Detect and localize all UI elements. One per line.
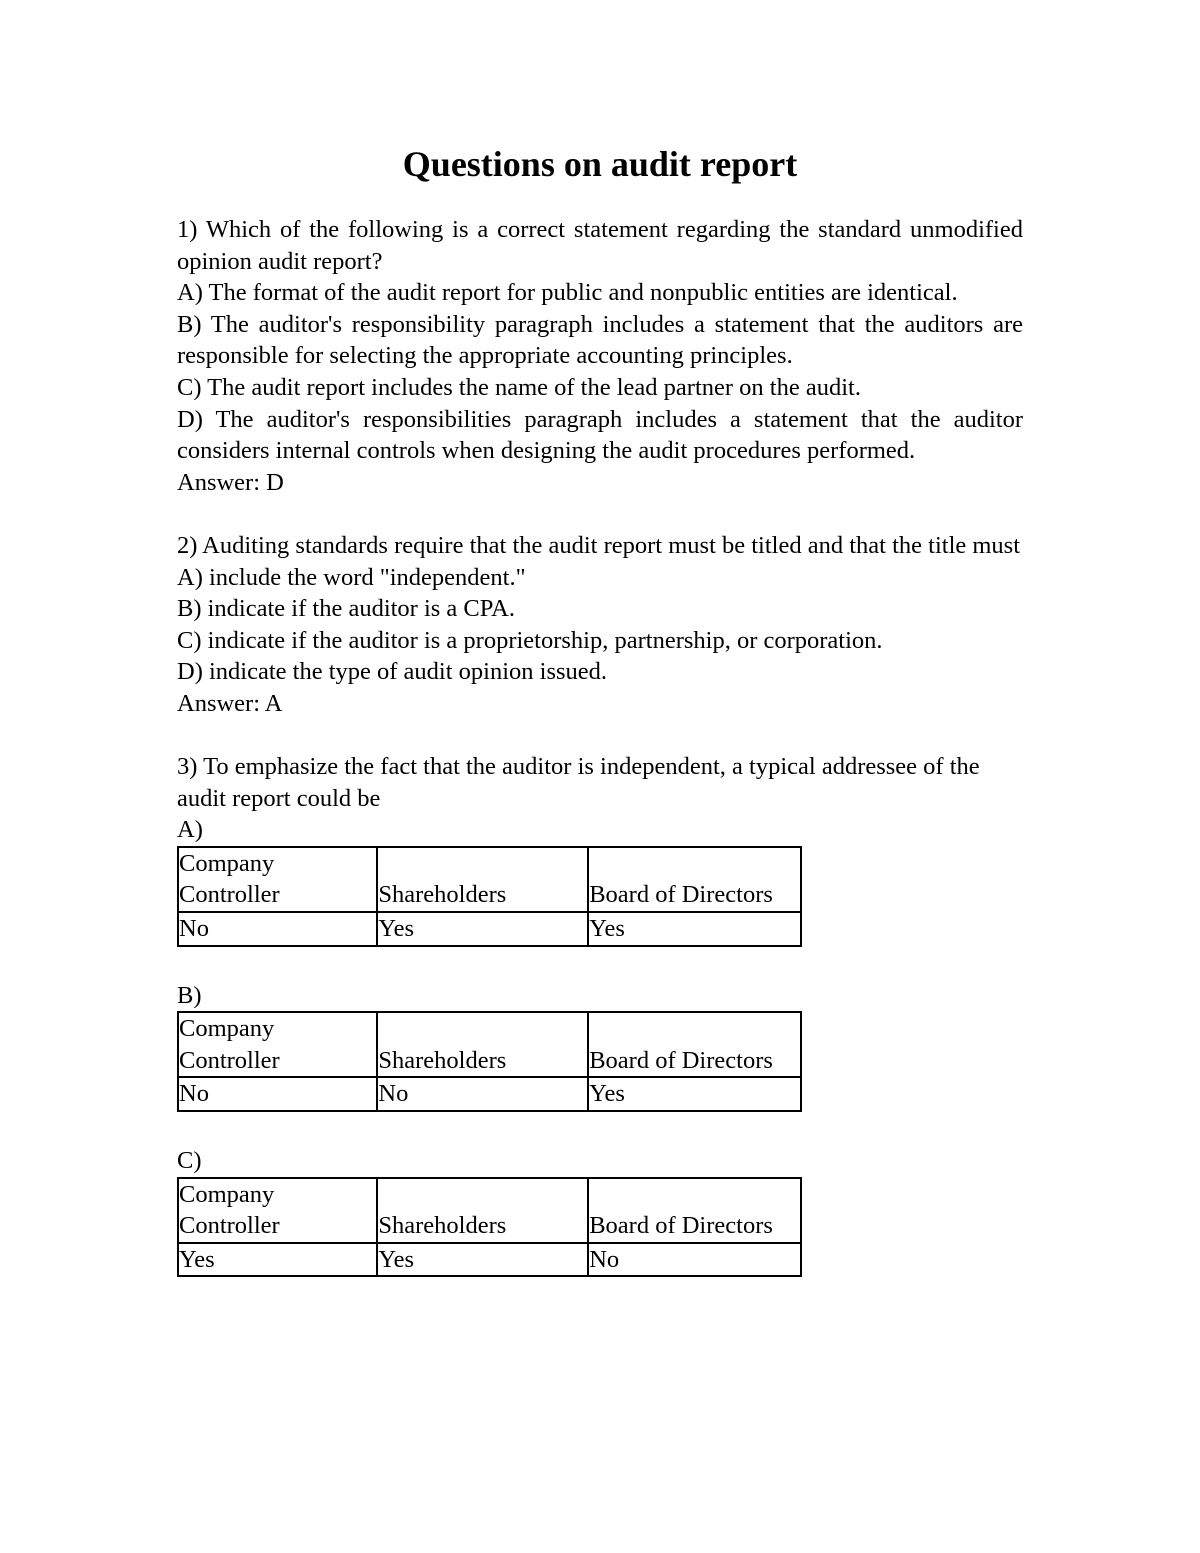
question-1-option-d: D) The auditor's responsibilities paragraph includes a statement that the auditor considers internal controls when designing the audit procedures performed. xyxy=(177,405,1023,465)
page-title: Questions on audit report xyxy=(402,144,798,184)
table-cell: No xyxy=(588,1243,801,1277)
question-3-option-b xyxy=(177,980,1023,1112)
question-2-answer: Answer: A xyxy=(177,689,283,717)
option-label: C) xyxy=(177,1147,202,1175)
table-cell: No xyxy=(377,1077,588,1111)
option-table xyxy=(177,1177,802,1278)
header-cell: Company Controller xyxy=(178,847,377,912)
table-row xyxy=(178,912,801,946)
table-row xyxy=(178,1077,801,1111)
table-cell: No xyxy=(178,1077,377,1111)
question-2-option-b: B) indicate if the auditor is a CPA. xyxy=(177,595,515,623)
question-1-stem: 1) Which of the following is a correct statement regarding the standard unmodified opinion audit report? xyxy=(177,216,1023,275)
table-cell: Yes xyxy=(588,1077,801,1111)
table-cell: Yes xyxy=(377,912,588,946)
table-header-row xyxy=(178,847,801,912)
question-3 xyxy=(177,751,1023,1277)
question-1-answer: Answer: D xyxy=(177,468,284,496)
header-cell: Board of Directors xyxy=(588,847,801,912)
option-table xyxy=(177,846,802,947)
table-cell: No xyxy=(178,912,377,946)
table-cell: Yes xyxy=(377,1243,588,1277)
option-label: B) xyxy=(177,981,202,1009)
question-1-option-b: B) The auditor's responsibility paragraph includes a statement that the auditors are responsible for selecting the appropriate accounting principles. xyxy=(177,310,1023,370)
header-cell: Shareholders xyxy=(377,1178,588,1243)
question-2-option-c: C) indicate if the auditor is a proprietorship, partnership, or corporation. xyxy=(177,626,883,654)
header-cell: Board of Directors xyxy=(588,1178,801,1243)
question-2-option-a: A) include the word "independent." xyxy=(177,563,526,591)
question-list xyxy=(177,214,1023,1277)
header-cell: Shareholders xyxy=(377,847,588,912)
table-header-row xyxy=(178,1012,801,1077)
header-cell: Company Controller xyxy=(178,1178,377,1243)
question-1-option-a: A) The format of the audit report for public and nonpublic entities are identical. xyxy=(177,279,958,307)
question-2 xyxy=(177,530,1023,720)
option-label: A) xyxy=(177,816,203,844)
question-1-option-c: C) The audit report includes the name of the lead partner on the audit. xyxy=(177,373,861,401)
question-3-option-c xyxy=(177,1145,1023,1277)
question-3-stem: 3) To emphasize the fact that the auditor is independent, a typical addressee of the audit report could be xyxy=(177,753,980,812)
option-table xyxy=(177,1011,802,1112)
header-cell: Board of Directors xyxy=(588,1012,801,1077)
table-row xyxy=(178,1243,801,1277)
question-1 xyxy=(177,214,1023,498)
table-header-row xyxy=(178,1178,801,1243)
table-cell: Yes xyxy=(178,1243,377,1277)
question-3-option-a xyxy=(177,814,1023,946)
question-2-stem: 2) Auditing standards require that the audit report must be titled and that the title must xyxy=(177,531,1021,559)
header-cell: Shareholders xyxy=(377,1012,588,1077)
header-cell: Company Controller xyxy=(178,1012,377,1077)
question-2-option-d: D) indicate the type of audit opinion issued. xyxy=(177,658,608,686)
table-cell: Yes xyxy=(588,912,801,946)
